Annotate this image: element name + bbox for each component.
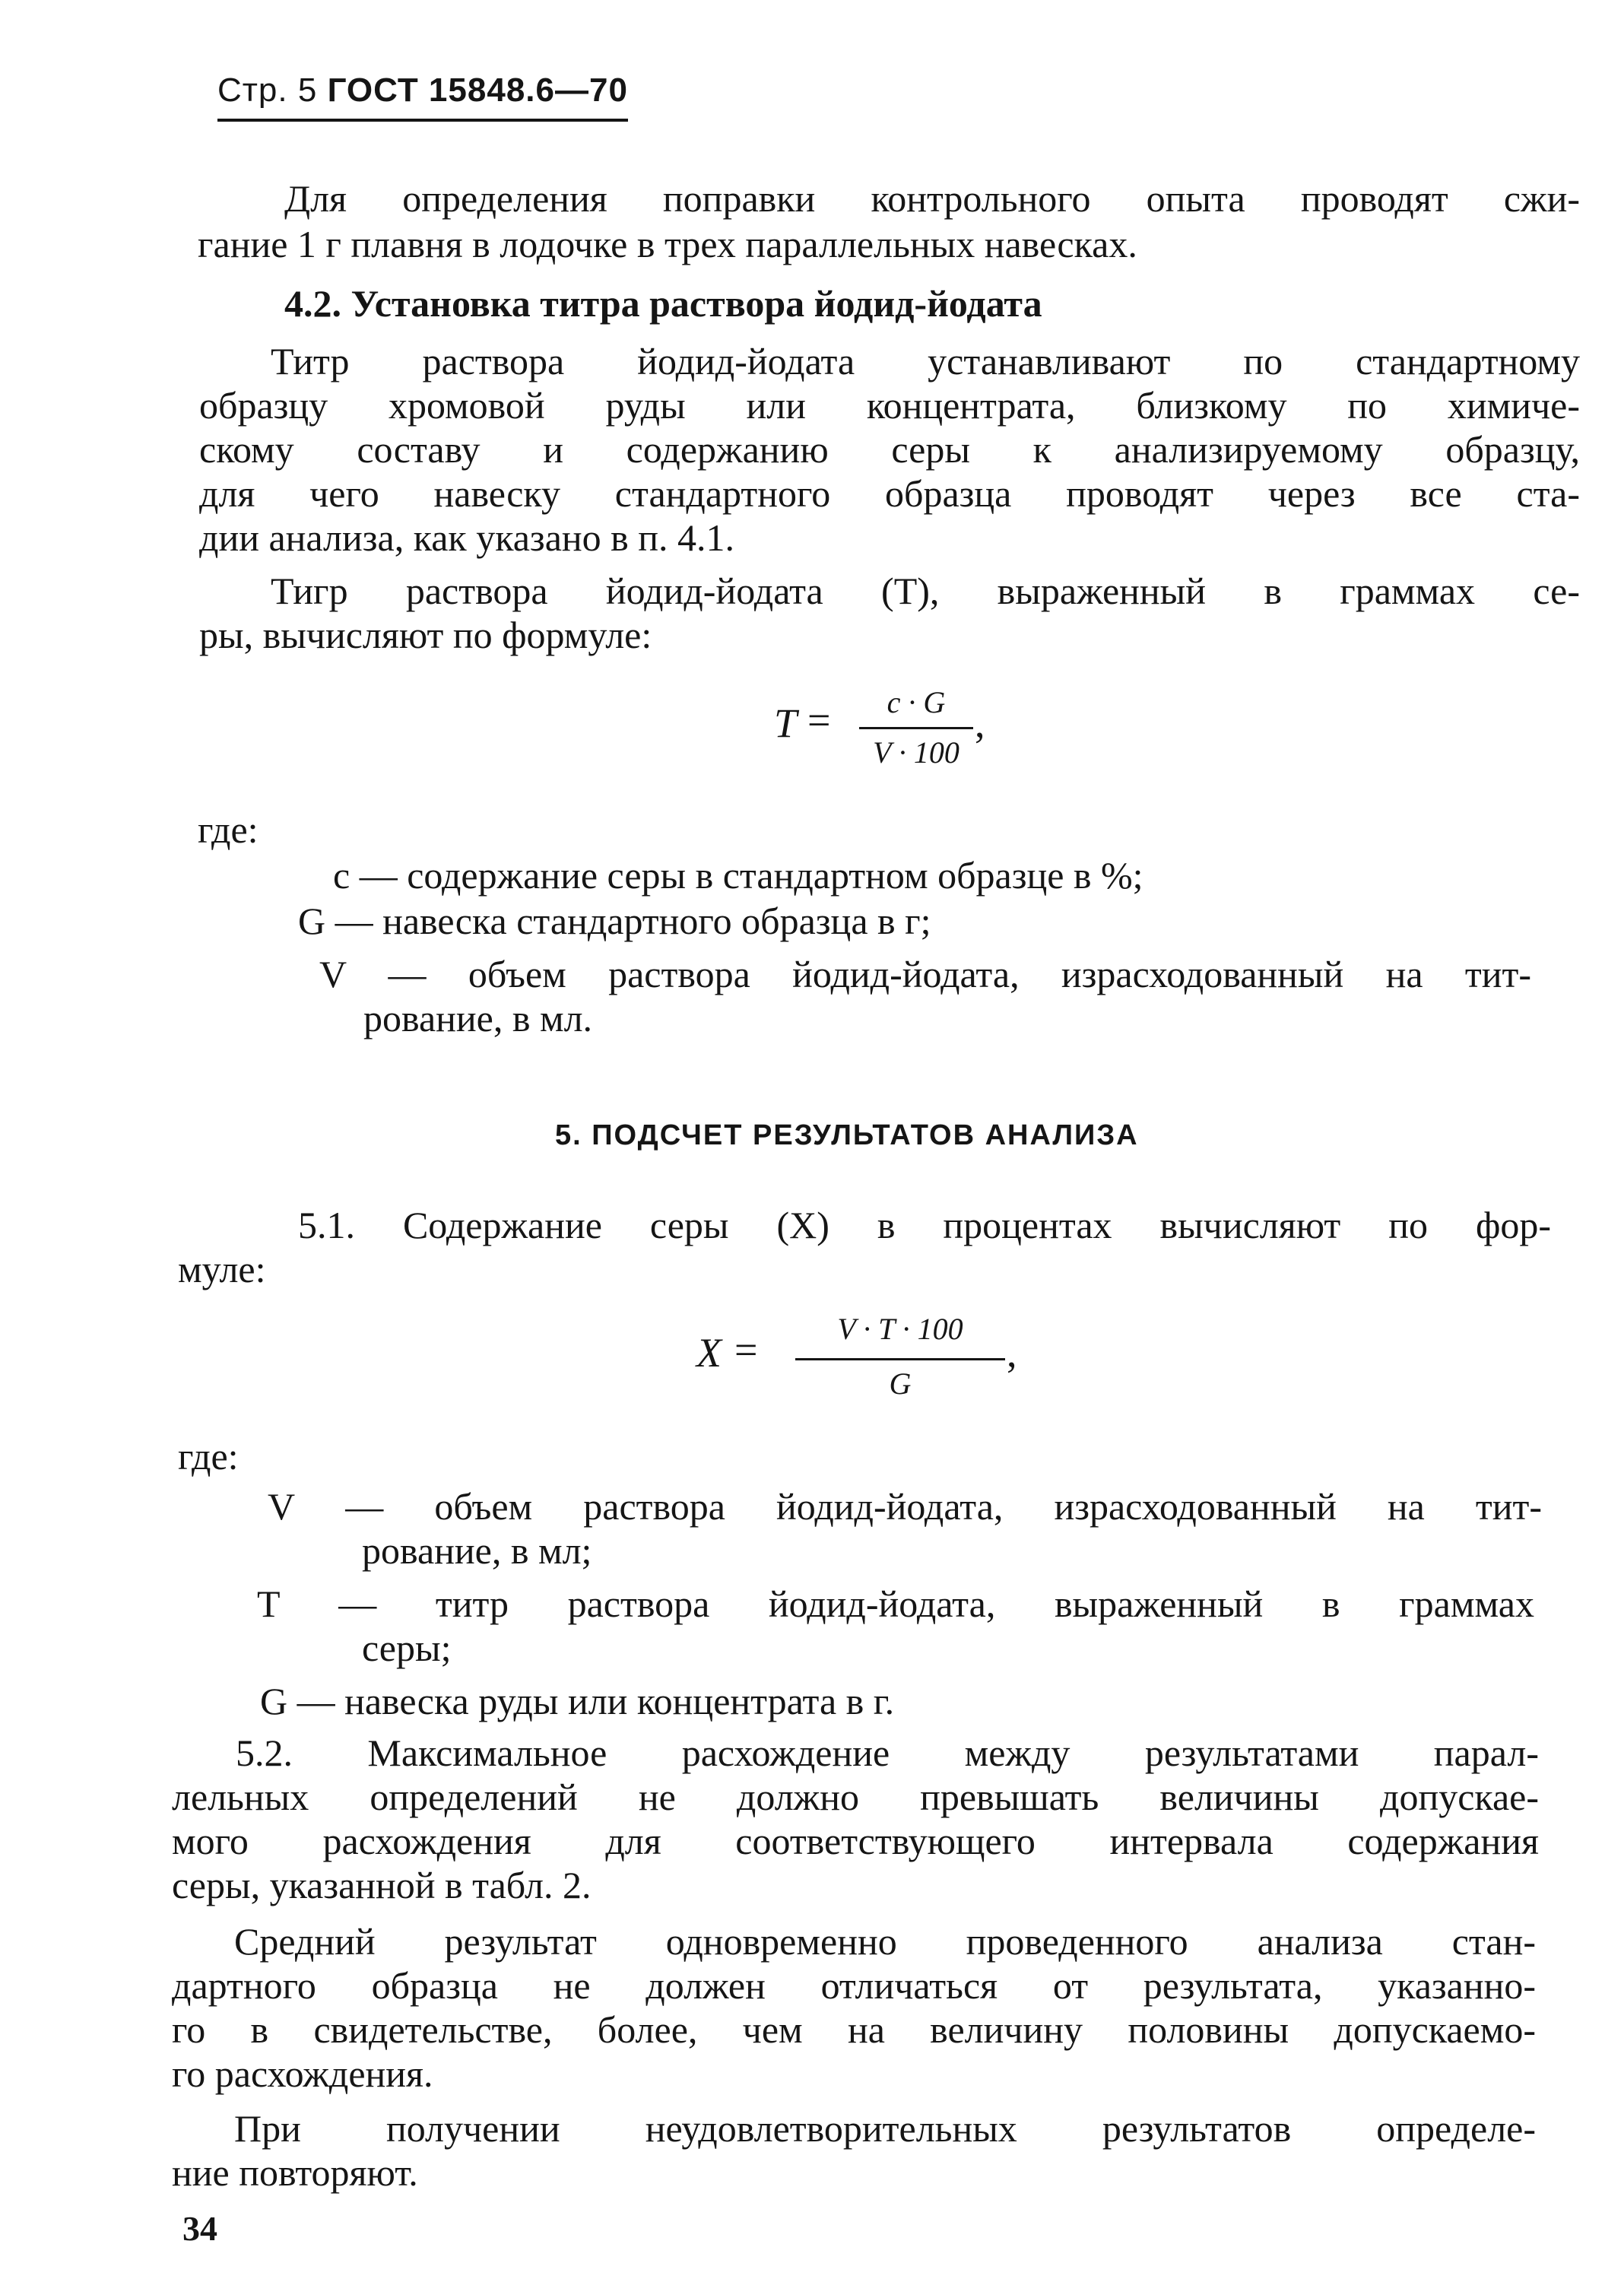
s42-p1-line-4: для чего навеску стандартного образца проводят через все ста- <box>199 472 1580 515</box>
def2-v-line-1: V — объем раствора йодид-йодата, израсходованный на тит- <box>268 1485 1542 1528</box>
def1-v-line-1: V — объем раствора йодид-йодата, израсходованный на тит- <box>319 953 1531 995</box>
s42-p1-line-5: дии анализа, как указано в п. 4.1. <box>199 516 735 559</box>
s42-p2-line-1: Тигр раствора йодид-йодата (T), выраженный в граммах се- <box>271 570 1580 612</box>
formula-1-equals: = <box>807 697 831 743</box>
formula-1-numerator: c · G <box>887 685 946 719</box>
formula-1-denominator: V · 100 <box>873 735 959 770</box>
section-4-2-heading: 4.2. Установка титра раствора йодид-йодата <box>284 282 1042 325</box>
header-rule <box>217 119 628 122</box>
s51-line-2: муле: <box>178 1248 266 1290</box>
s42-p1-line-2: образцу хромовой руды или концентрата, близкому по химиче- <box>199 384 1580 427</box>
def1-v-line-2: рование, в мл. <box>363 997 593 1040</box>
formula-2-tail: , <box>1007 1330 1017 1376</box>
where-label-2: где: <box>178 1435 239 1478</box>
header-page-label: Стр. 5 <box>217 71 318 109</box>
s52-line-2: лельных определений не должно превышать величины допускае- <box>172 1776 1539 1818</box>
intro-line-1: Для определения поправки контрольного опыта проводят сжи- <box>284 177 1580 220</box>
def1-g: G — навеска стандартного образца в г; <box>298 900 931 942</box>
formula-2-numerator: V · T · 100 <box>837 1312 963 1346</box>
formula-1-lhs: T <box>774 700 798 746</box>
s42-p2-line-2: ры, вычисляют по формуле: <box>199 614 652 656</box>
def2-t-line-2: серы; <box>362 1627 452 1669</box>
formula-2-equals: = <box>734 1327 758 1373</box>
def2-v-line-2: рование, в мл; <box>362 1529 592 1572</box>
section-5-title: 5. ПОДСЧЕТ РЕЗУЛЬТАТОВ АНАЛИЗА <box>555 1119 1139 1151</box>
def1-c: c — содержание серы в стандартном образце в %; <box>333 854 1143 897</box>
where-label-1: где: <box>198 808 259 851</box>
formula-2-denominator: G <box>889 1366 912 1401</box>
formula-1-tail: , <box>975 700 985 746</box>
page-header <box>217 71 628 110</box>
s51-line-1: 5.1. Содержание серы (X) в процентах вычисляют по фор- <box>298 1204 1551 1246</box>
intro-line-2: гание 1 г плавня в лодочке в трех параллельных навесках. <box>198 223 1137 265</box>
def2-g: G — навеска руды или концентрата в г. <box>260 1680 895 1722</box>
header-standard-number: ГОСТ 15848.6—70 <box>327 71 628 109</box>
def2-t-line-1: T — титр раствора йодид-йодата, выраженный в граммах <box>257 1582 1534 1625</box>
s52-line-1: 5.2. Максимальное расхождение между результатами парал- <box>236 1731 1539 1774</box>
avg-line-1: Средний результат одновременно проведенного анализа стан- <box>234 1920 1536 1963</box>
s42-p1-line-3: скому составу и содержанию серы к анализируемому образцу, <box>199 428 1580 471</box>
page-number: 34 <box>182 2209 217 2248</box>
avg-line-2: дартного образца не должен отличаться от результата, указанно- <box>172 1964 1536 2007</box>
repeat-line-2: ние повторяют. <box>172 2151 418 2194</box>
formula-1-fraction-bar <box>859 727 973 729</box>
repeat-line-1: При получении неудовлетворительных результатов определе- <box>234 2107 1536 2150</box>
avg-line-3: го в свидетельстве, более, чем на величину половины допускаемо- <box>172 2008 1536 2051</box>
s42-p1-line-1: Титр раствора йодид-йодата устанавливают по стандартному <box>271 340 1580 382</box>
s52-line-4: серы, указанной в табл. 2. <box>172 1864 592 1906</box>
avg-line-4: го расхождения. <box>172 2052 433 2095</box>
s52-line-3: мого расхождения для соответствующего интервала содержания <box>172 1820 1539 1862</box>
formula-2-lhs: X <box>696 1330 722 1376</box>
formula-2-fraction-bar <box>795 1358 1005 1360</box>
